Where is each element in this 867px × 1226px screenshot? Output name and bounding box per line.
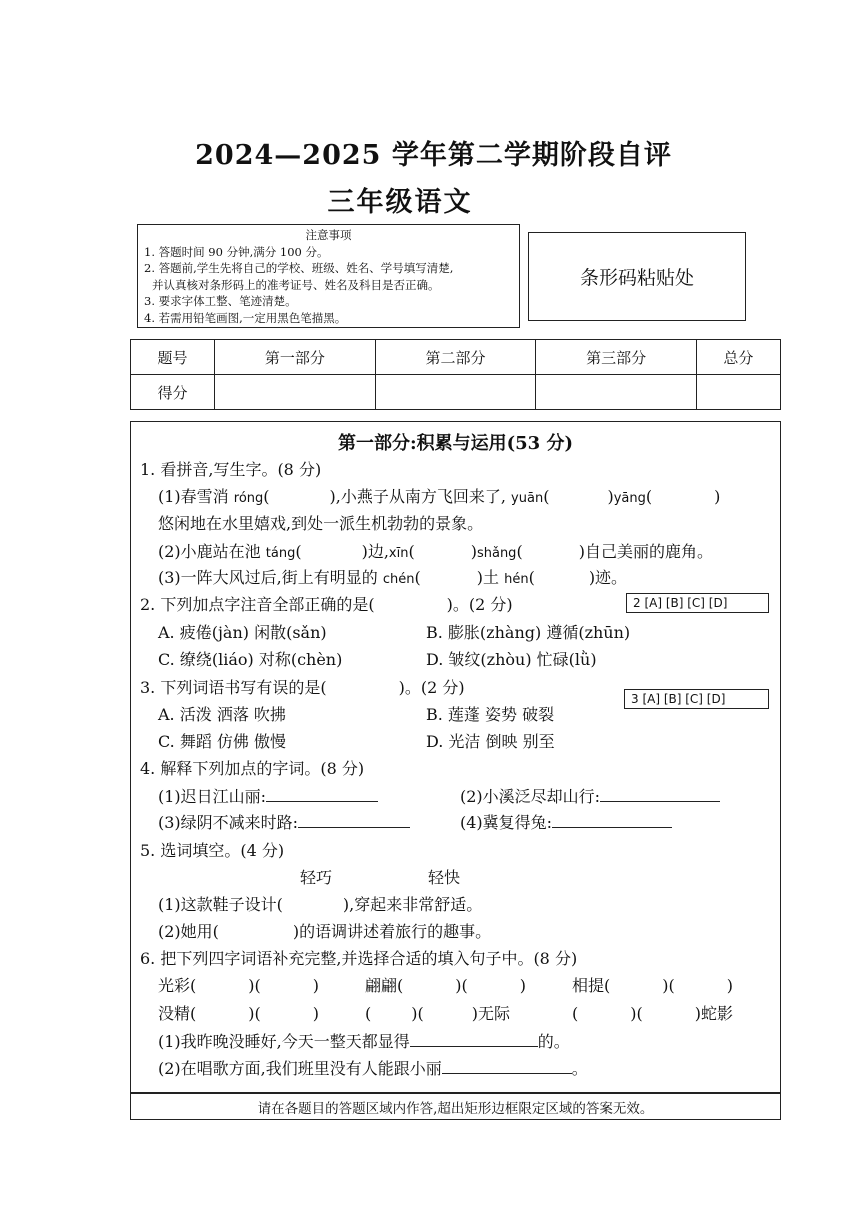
notice-item: 1. 答题时间 90 分钟,满分 100 分。 xyxy=(144,244,329,259)
q6-word-6 xyxy=(572,1003,733,1025)
q2-option-a: A. 疲倦(jàn) 闲散(sǎn) xyxy=(158,623,327,642)
q1-line-2: (2)小鹿站在池 táng( )边,xīn( )shǎng( )自己美丽的鹿角。 xyxy=(158,542,713,561)
answer-line[interactable] xyxy=(552,813,672,828)
notice-box xyxy=(137,224,520,328)
q1-text: (1)春雪消 xyxy=(158,487,229,506)
q5-stem: 5. 选词填空。(4 分) xyxy=(140,841,285,860)
barcode-area xyxy=(528,232,746,321)
notice-heading: 注意事项 xyxy=(305,228,352,242)
q6-word-text: )( xyxy=(630,1004,643,1023)
q4-item-4 xyxy=(460,812,672,834)
q6-word-text: )( xyxy=(248,1004,261,1023)
notice-item: 2. 答题前,学生先将自己的学校、班级、姓名、学号填写清楚, xyxy=(144,261,454,275)
score-cell[interactable] xyxy=(536,375,697,410)
pinyin: róng xyxy=(233,491,264,506)
q6-word-text: ( xyxy=(572,1004,579,1023)
score-table xyxy=(130,339,781,410)
q6-word-text: )蛇影 xyxy=(694,1004,733,1023)
q3-answer-box[interactable]: 3 [A] [B] [C] [D] xyxy=(624,689,769,709)
notice-item: 3. 要求字体工整、笔迹清楚。 xyxy=(144,294,297,308)
answer-line[interactable] xyxy=(410,1032,538,1047)
pinyin: yuān xyxy=(511,491,544,506)
q4-item-2 xyxy=(460,786,720,808)
q1-line-1: (1)春雪消 róng( ),小燕子从南方飞回来了, yuān( )yāng( ) xyxy=(158,487,721,506)
q5-word-1: 轻巧 xyxy=(300,868,333,887)
q6-sentence-1 xyxy=(158,1031,570,1053)
q5-word-2: 轻快 xyxy=(428,868,461,887)
q3-option-a: A. 活泼 洒落 吹拂 xyxy=(158,705,286,724)
q3-stem-end: )。(2 分) xyxy=(398,678,465,697)
score-cell[interactable] xyxy=(215,375,376,410)
q1-text: )土 xyxy=(476,568,499,587)
answer-line[interactable] xyxy=(266,787,378,802)
q6-word-2 xyxy=(365,975,526,997)
pinyin: shǎng xyxy=(476,546,517,561)
q6-word-text: )( xyxy=(248,976,261,995)
q4-item-3 xyxy=(158,812,410,834)
notice-item: 4. 若需用铅笔画图,一定用黑色笔描黑。 xyxy=(144,310,347,325)
footer-note: 请在各题目的答题区域内作答,超出矩形边框限定区域的答案无效。 xyxy=(257,1101,654,1117)
q3-option-d: D. 光洁 倒映 别至 xyxy=(426,732,555,751)
q6-word-text: 光彩( xyxy=(158,976,197,995)
q4-item-text: (3)绿阴不减来时路: xyxy=(158,813,299,832)
q4-item-text: (1)迟日江山丽: xyxy=(158,787,267,806)
answer-line[interactable] xyxy=(298,813,410,828)
score-header-cell: 第二部分 xyxy=(375,340,536,375)
q5-text: )的语调讲述着旅行的趣事。 xyxy=(292,922,492,941)
score-cell[interactable] xyxy=(375,375,536,410)
q1-text: ),小燕子从南方飞回来了, xyxy=(329,487,506,506)
page-title: 2024—2025 学年第二学期阶段自评 xyxy=(195,140,672,171)
q5-text: (1)这款鞋子设计( xyxy=(158,895,283,914)
score-header-cell: 第一部分 xyxy=(215,340,376,375)
q6-word-1 xyxy=(158,975,319,997)
score-header-cell: 第三部分 xyxy=(536,340,697,375)
notice-item: 并认真核对条形码上的准考证号、姓名及科目是否正确。 xyxy=(152,277,440,292)
q3-option-b: B. 莲蓬 姿势 破裂 xyxy=(426,705,555,724)
q5-sentence-1 xyxy=(158,894,482,916)
q6-word-text: 翩翩( xyxy=(365,976,404,995)
pinyin: yāng xyxy=(613,491,646,506)
q2-stem-text: 2. 下列加点字注音全部正确的是( xyxy=(140,595,375,614)
answer-line[interactable] xyxy=(442,1059,572,1074)
q5-text: ),穿起来非常舒适。 xyxy=(342,895,483,914)
q6-word-text: )无际 xyxy=(471,1004,510,1023)
q5-text: (2)她用( xyxy=(158,922,219,941)
q6-sentence-text: (1)我昨晚没睡好,今天一整天都显得 xyxy=(158,1032,410,1051)
q6-word-text: ) xyxy=(519,976,526,995)
score-header-cell: 总分 xyxy=(696,340,780,375)
footer-divider xyxy=(130,1092,781,1094)
answer-line[interactable] xyxy=(600,787,720,802)
pinyin: chén xyxy=(382,572,415,587)
q1-line-3: (3)一阵大风过后,街上有明显的 chén( )土 hén( )迹。 xyxy=(158,568,628,587)
score-header-cell: 题号 xyxy=(131,340,215,375)
page-subtitle: 三年级语文 xyxy=(327,187,473,218)
q1-text: )迹。 xyxy=(588,568,628,587)
q6-sentence-text: 。 xyxy=(571,1059,588,1078)
score-table-row xyxy=(131,375,781,410)
q4-item-text: (4)冀复得兔: xyxy=(460,813,553,832)
q1-text: )边, xyxy=(361,542,389,561)
q6-word-text: )( xyxy=(662,976,675,995)
q2-stem-end: )。(2 分) xyxy=(446,595,513,614)
barcode-label: 条形码粘贴处 xyxy=(579,267,694,289)
q6-word-text: ( xyxy=(365,1004,372,1023)
q6-word-5 xyxy=(365,1003,510,1025)
q6-word-text: )( xyxy=(455,976,468,995)
q6-sentence-2 xyxy=(158,1058,588,1080)
q6-word-text: ) xyxy=(312,976,319,995)
q6-sentence-text: 的。 xyxy=(537,1032,570,1051)
pinyin: hén xyxy=(504,572,529,587)
q1-text: (2)小鹿站在池 xyxy=(158,542,261,561)
q4-stem: 4. 解释下列加点的字词。(8 分) xyxy=(140,759,365,778)
q2-stem xyxy=(140,594,513,616)
score-row-label: 得分 xyxy=(131,375,215,410)
score-table-header-row xyxy=(131,340,781,375)
section-title: 第一部分:积累与运用(53 分) xyxy=(338,433,573,454)
q6-stem: 6. 把下列四字词语补充完整,并选择合适的填入句子中。(8 分) xyxy=(140,949,578,968)
score-cell[interactable] xyxy=(696,375,780,410)
q6-word-3 xyxy=(572,975,733,997)
q3-stem xyxy=(140,677,465,699)
q6-word-text: )( xyxy=(411,1004,424,1023)
q2-option-c: C. 缭绕(liáo) 对称(chèn) xyxy=(158,650,343,669)
q2-answer-box[interactable]: 2 [A] [B] [C] [D] xyxy=(626,593,769,613)
pinyin: táng xyxy=(265,546,296,561)
q6-sentence-text: (2)在唱歌方面,我们班里没有人能跟小丽 xyxy=(158,1059,442,1078)
q4-item-1 xyxy=(158,786,378,808)
q3-stem-text: 3. 下列词语书写有误的是( xyxy=(140,678,327,697)
q3-option-c: C. 舞蹈 仿佛 傲慢 xyxy=(158,732,287,751)
q1-text: (3)一阵大风过后,街上有明显的 xyxy=(158,568,378,587)
q6-word-4 xyxy=(158,1003,319,1025)
q6-word-text: 相提( xyxy=(572,976,611,995)
q1-text: )自己美丽的鹿角。 xyxy=(578,542,713,561)
q1-line-1-cont: 悠闲地在水里嬉戏,到处一派生机勃勃的景象。 xyxy=(158,514,484,533)
q1-stem: 1. 看拼音,写生字。(8 分) xyxy=(140,460,322,479)
pinyin: xīn xyxy=(388,546,409,561)
q2-option-d: D. 皱纹(zhòu) 忙碌(lǜ) xyxy=(426,650,597,669)
q2-option-b: B. 膨胀(zhàng) 遵循(zhūn) xyxy=(426,623,631,642)
q6-word-text: ) xyxy=(726,976,733,995)
q6-word-text: 没精( xyxy=(158,1004,197,1023)
q6-word-text: ) xyxy=(312,1004,319,1023)
q5-sentence-2 xyxy=(158,921,491,943)
q4-item-text: (2)小溪泛尽却山行: xyxy=(460,787,601,806)
